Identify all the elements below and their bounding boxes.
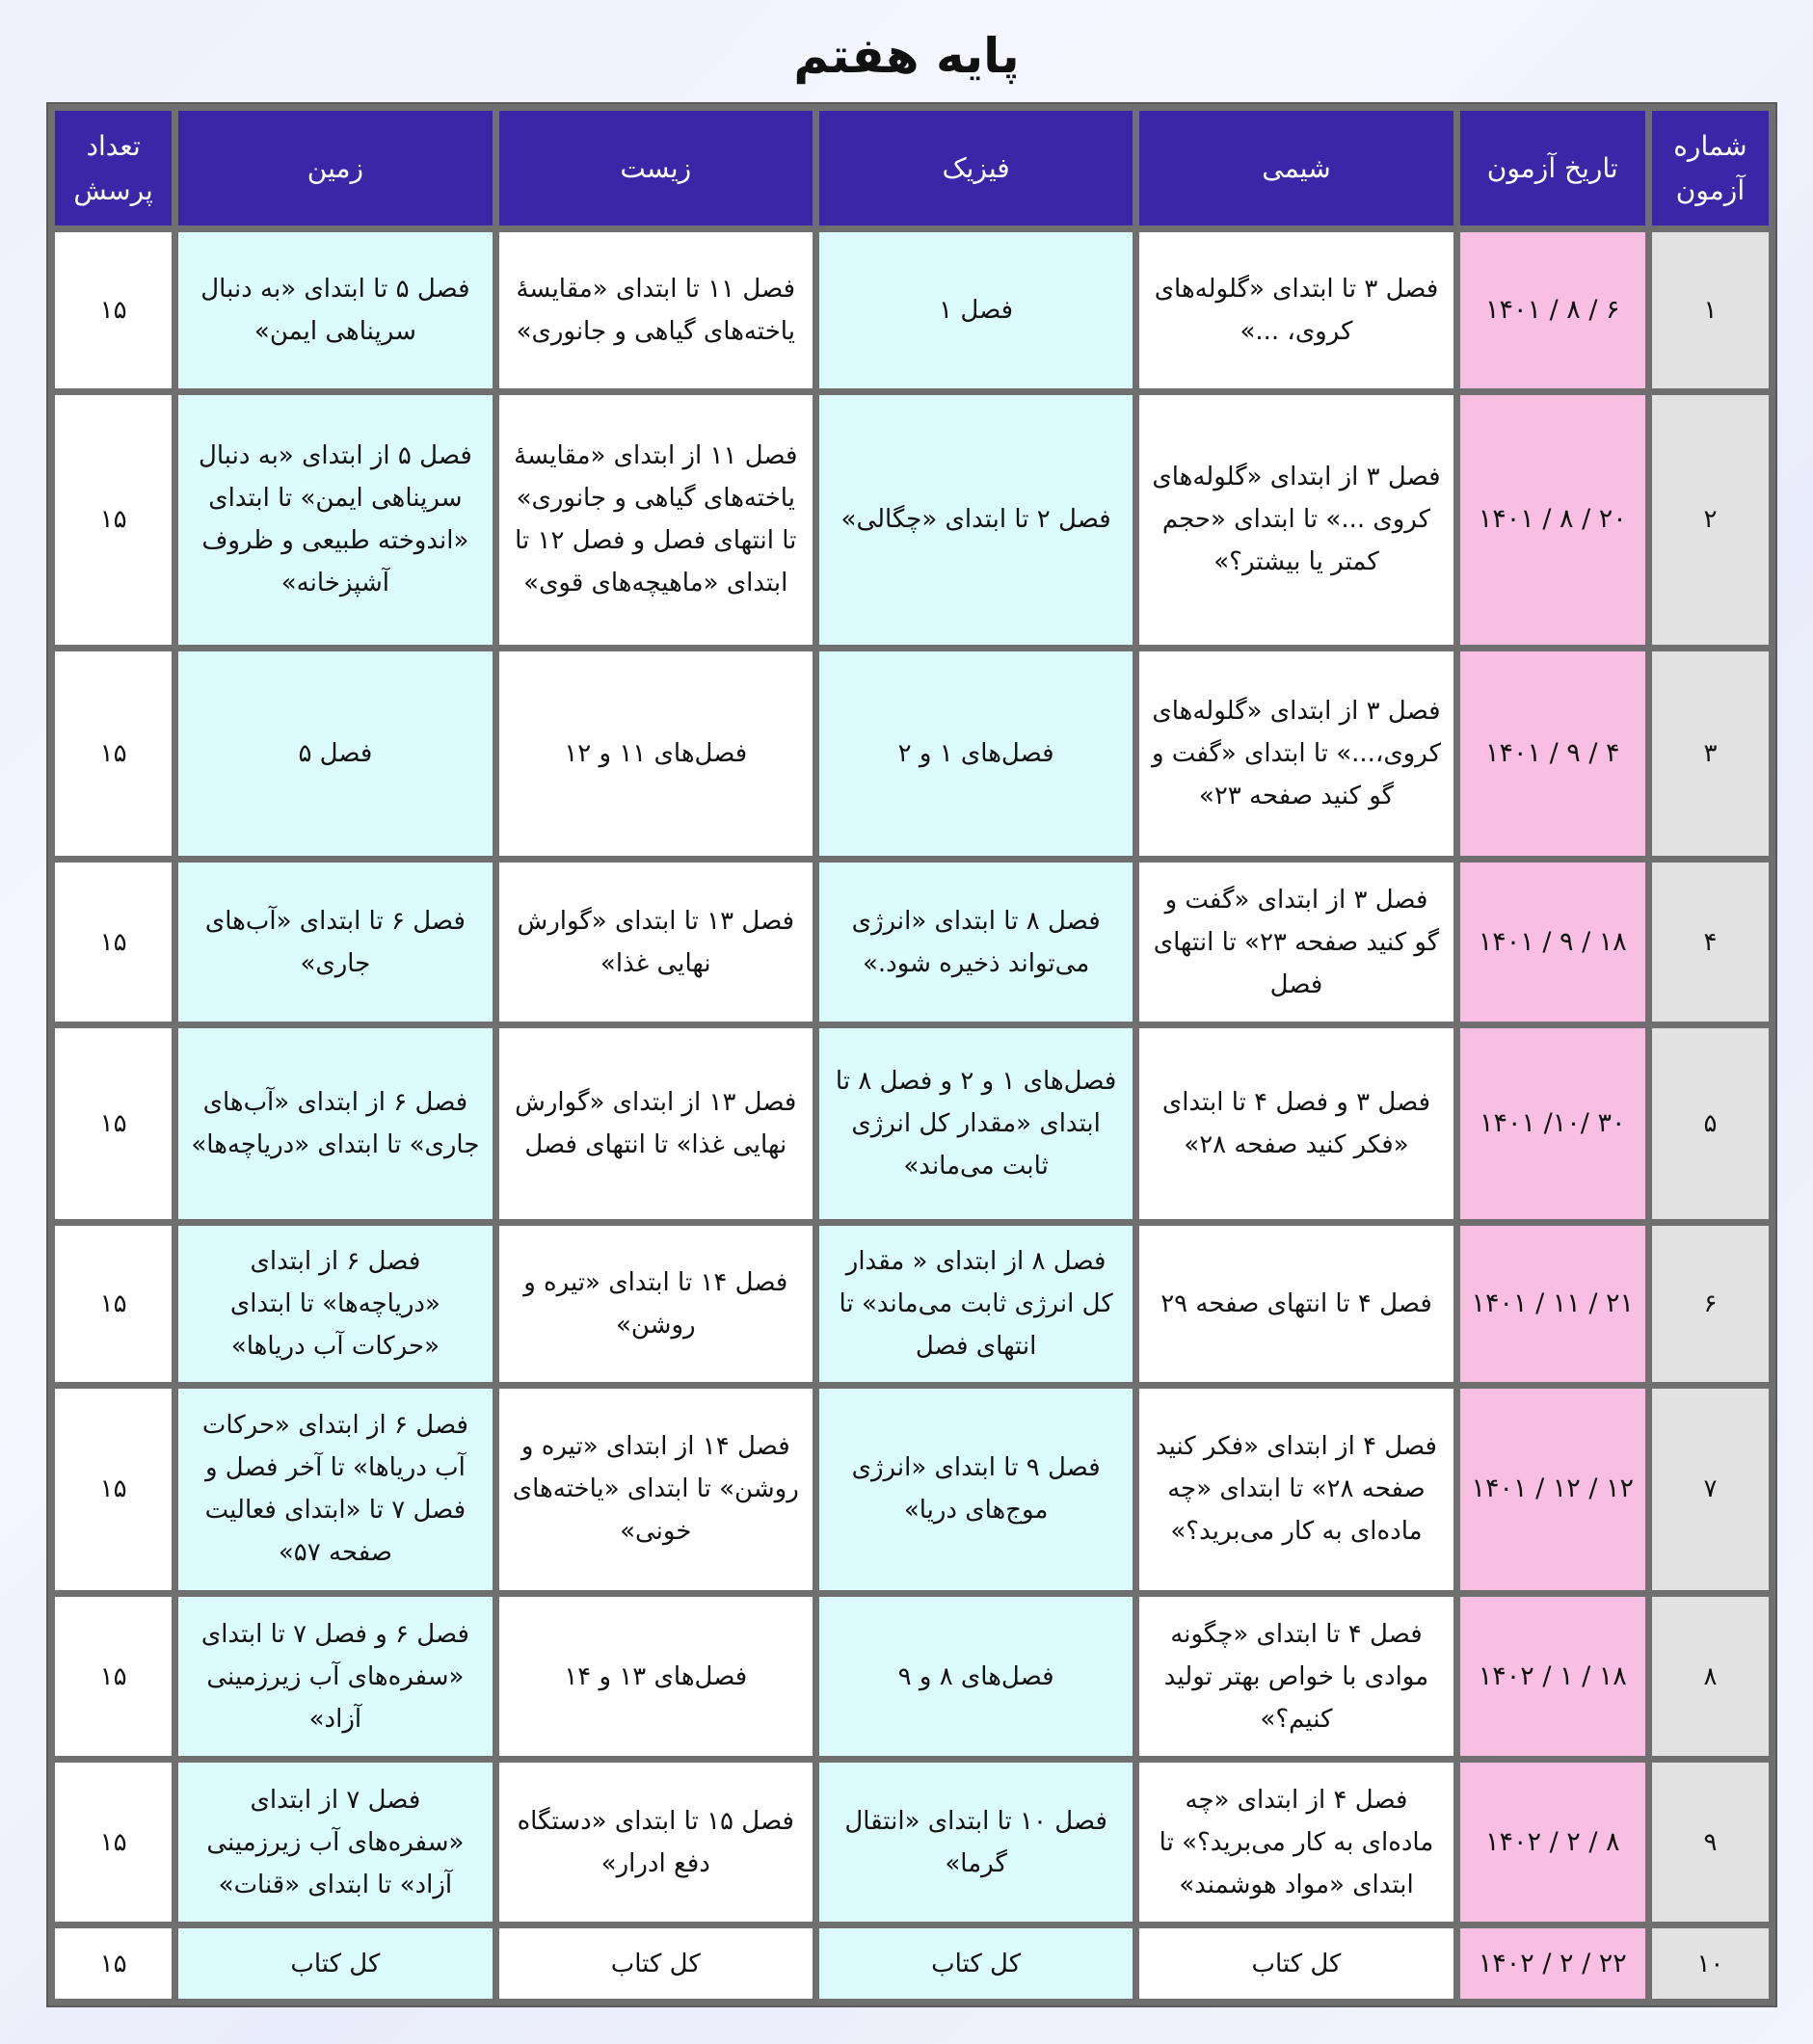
question-count-cell: ۱۵ (55, 395, 172, 644)
exam-number-cell: ۸ (1652, 1597, 1769, 1756)
biology-cell: فصل ۱۱ تا ابتدای «مقایسهٔ یاخته‌های گیاهی و جانوری» (499, 232, 813, 388)
question-count-cell: ۱۵ (55, 1226, 172, 1382)
exam-date-cell: ۲۱ / ۱۱ / ۱۴۰۱ (1460, 1226, 1645, 1382)
biology-cell: فصل‌های ۱۳ و ۱۴ (499, 1597, 813, 1756)
exam-number-cell: ۴ (1652, 863, 1769, 1022)
physics-cell: فصل ۸ از ابتدای « مقدار کل انرژی ثابت می‌ماند» تا انتهای فصل (819, 1226, 1133, 1382)
biology-cell: فصل ۱۳ تا ابتدای «گوارش نهایی غذا» (499, 863, 813, 1022)
biology-cell: فصل ۱۴ تا ابتدای «تیره و روشن» (499, 1226, 813, 1382)
exam-number-cell: ۵ (1652, 1028, 1769, 1218)
biology-cell: فصل ۱۳ از ابتدای «گوارش نهایی غذا» تا انتهای فصل (499, 1028, 813, 1218)
earth-cell: فصل ۵ از ابتدای «به دنبال سرپناهی ایمن» تا ابتدای «اندوخته طبیعی و ظروف آشپزخانه» (178, 395, 492, 644)
header-earth: زمین (178, 111, 492, 226)
question-count-cell: ۱۵ (55, 1763, 172, 1922)
earth-cell: فصل ۵ تا ابتدای «به دنبال سرپناهی ایمن» (178, 232, 492, 388)
physics-cell: فصل ۹ تا ابتدای «انرژی موج‌های دریا» (819, 1389, 1133, 1591)
chemistry-cell: فصل ۴ تا ابتدای «چگونه موادی با خواص بهتر تولید کنیم؟» (1139, 1597, 1453, 1756)
biology-cell: فصل ۱۱ از ابتدای «مقایسهٔ یاخته‌های گیاهی و جانوری» تا انتهای فصل و فصل ۱۲ تا ابتدای «ماهیچه‌های قوی» (499, 395, 813, 644)
exam-date-cell: ۴ / ۹ / ۱۴۰۱ (1460, 651, 1645, 857)
earth-cell: کل کتاب (178, 1928, 492, 1999)
header-biology: زیست (499, 111, 813, 226)
table-row (55, 651, 1769, 857)
exam-number-cell: ۹ (1652, 1763, 1769, 1922)
question-count-cell: ۱۵ (55, 1028, 172, 1218)
exam-number-cell: ۱ (1652, 232, 1769, 388)
chemistry-cell: فصل ۴ از ابتدای «چه ماده‌ای به کار می‌برید؟» تا ابتدای «مواد هوشمند» (1139, 1763, 1453, 1922)
physics-cell: کل کتاب (819, 1928, 1133, 1999)
exam-date-cell: ۸ / ۲ / ۱۴۰۲ (1460, 1763, 1645, 1922)
header-physics: فیزیک (819, 111, 1133, 226)
physics-cell: فصل ۸ تا ابتدای «انرژی می‌تواند ذخیره شود.» (819, 863, 1133, 1022)
exam-number-cell: ۱۰ (1652, 1928, 1769, 1999)
biology-cell: کل کتاب (499, 1928, 813, 1999)
exam-date-cell: ۱۲ / ۱۲ / ۱۴۰۱ (1460, 1389, 1645, 1591)
chemistry-cell: فصل ۳ از ابتدای «گلوله‌های کروی،...» تا ابتدای «گفت و گو کنید صفحه ۲۳» (1139, 651, 1453, 857)
schedule-table-frame (46, 102, 1777, 2007)
page-title: پایه هفتم (793, 28, 1020, 84)
question-count-cell: ۱۵ (55, 1389, 172, 1591)
earth-cell: فصل ۷ از ابتدای «سفره‌های آب زیرزمینی آزاد» تا ابتدای «قنات» (178, 1763, 492, 1922)
physics-cell: فصل ۱۰ تا ابتدای «انتقال گرما» (819, 1763, 1133, 1922)
header-row (55, 111, 1769, 226)
exam-number-cell: ۶ (1652, 1226, 1769, 1382)
question-count-cell: ۱۵ (55, 1597, 172, 1756)
exam-number-cell: ۷ (1652, 1389, 1769, 1591)
table-row (55, 863, 1769, 1022)
exam-number-cell: ۲ (1652, 395, 1769, 644)
exam-date-cell: ۶ / ۸ / ۱۴۰۱ (1460, 232, 1645, 388)
chemistry-cell: فصل ۴ تا انتهای صفحه ۲۹ (1139, 1226, 1453, 1382)
chemistry-cell: فصل ۳ از ابتدای «گلوله‌های کروی ...» تا ابتدای «حجم کمتر یا بیشتر؟» (1139, 395, 1453, 644)
biology-cell: فصل ۱۴ از ابتدای «تیره و روشن» تا ابتدای «یاخته‌های خونی» (499, 1389, 813, 1591)
earth-cell: فصل ۶ از ابتدای «حرکات آب دریاها» تا آخر فصل و فصل ۷ تا «ابتدای فعالیت صفحه ۵۷» (178, 1389, 492, 1591)
header-chemistry: شیمی (1139, 111, 1453, 226)
question-count-cell: ۱۵ (55, 863, 172, 1022)
header-exam-date: تاریخ آزمون (1460, 111, 1645, 226)
earth-cell: فصل ۶ و فصل ۷ تا ابتدای «سفره‌های آب زیرزمینی آزاد» (178, 1597, 492, 1756)
exam-number-cell: ۳ (1652, 651, 1769, 857)
schedule-table (48, 104, 1775, 2005)
earth-cell: فصل ۶ تا ابتدای «آب‌های جاری» (178, 863, 492, 1022)
question-count-cell: ۱۵ (55, 232, 172, 388)
table-row (55, 1763, 1769, 1922)
earth-cell: فصل ۶ از ابتدای «آب‌های جاری» تا ابتدای «دریاچه‌ها» (178, 1028, 492, 1218)
question-count-cell: ۱۵ (55, 1928, 172, 1999)
earth-cell: فصل ۵ (178, 651, 492, 857)
physics-cell: فصل‌های ۱ و ۲ (819, 651, 1133, 857)
physics-cell: فصل‌های ۱ و ۲ و فصل ۸ تا ابتدای «مقدار کل انرژی ثابت می‌ماند» (819, 1028, 1133, 1218)
table-row (55, 1028, 1769, 1218)
chemistry-cell: فصل ۳ از ابتدای «گفت و گو کنید صفحه ۲۳» تا انتهای فصل (1139, 863, 1453, 1022)
header-question-count: تعداد پرسش (55, 111, 172, 226)
physics-cell: فصل ۲ تا ابتدای «چگالی» (819, 395, 1133, 644)
biology-cell: فصل ۱۵ تا ابتدای «دستگاه دفع ادرار» (499, 1763, 813, 1922)
exam-date-cell: ۲۰ / ۸ / ۱۴۰۱ (1460, 395, 1645, 644)
exam-date-cell: ۲۲ / ۲ / ۱۴۰۲ (1460, 1928, 1645, 1999)
header-exam-number: شماره آزمون (1652, 111, 1769, 226)
chemistry-cell: فصل ۴ از ابتدای «فکر کنید صفحه ۲۸» تا ابتدای «چه ماده‌ای به کار می‌برید؟» (1139, 1389, 1453, 1591)
exam-date-cell: ۱۸ / ۹ / ۱۴۰۱ (1460, 863, 1645, 1022)
question-count-cell: ۱۵ (55, 651, 172, 857)
table-row (55, 232, 1769, 388)
chemistry-cell: کل کتاب (1139, 1928, 1453, 1999)
physics-cell: فصل ۱ (819, 232, 1133, 388)
table-row (55, 1928, 1769, 1999)
table-row (55, 1597, 1769, 1756)
exam-date-cell: ۱۸ / ۱ / ۱۴۰۲ (1460, 1597, 1645, 1756)
table-row (55, 1389, 1769, 1591)
biology-cell: فصل‌های ۱۱ و ۱۲ (499, 651, 813, 857)
chemistry-cell: فصل ۳ تا ابتدای «گلوله‌های کروی، ...» (1139, 232, 1453, 388)
exam-date-cell: ۳۰ /۱۰/ ۱۴۰۱ (1460, 1028, 1645, 1218)
table-row (55, 1226, 1769, 1382)
earth-cell: فصل ۶ از ابتدای «دریاچه‌ها» تا ابتدای «حرکات آب دریاها» (178, 1226, 492, 1382)
chemistry-cell: فصل ۳ و فصل ۴ تا ابتدای «فکر کنید صفحه ۲۸» (1139, 1028, 1453, 1218)
physics-cell: فصل‌های ۸ و ۹ (819, 1597, 1133, 1756)
table-row (55, 395, 1769, 644)
